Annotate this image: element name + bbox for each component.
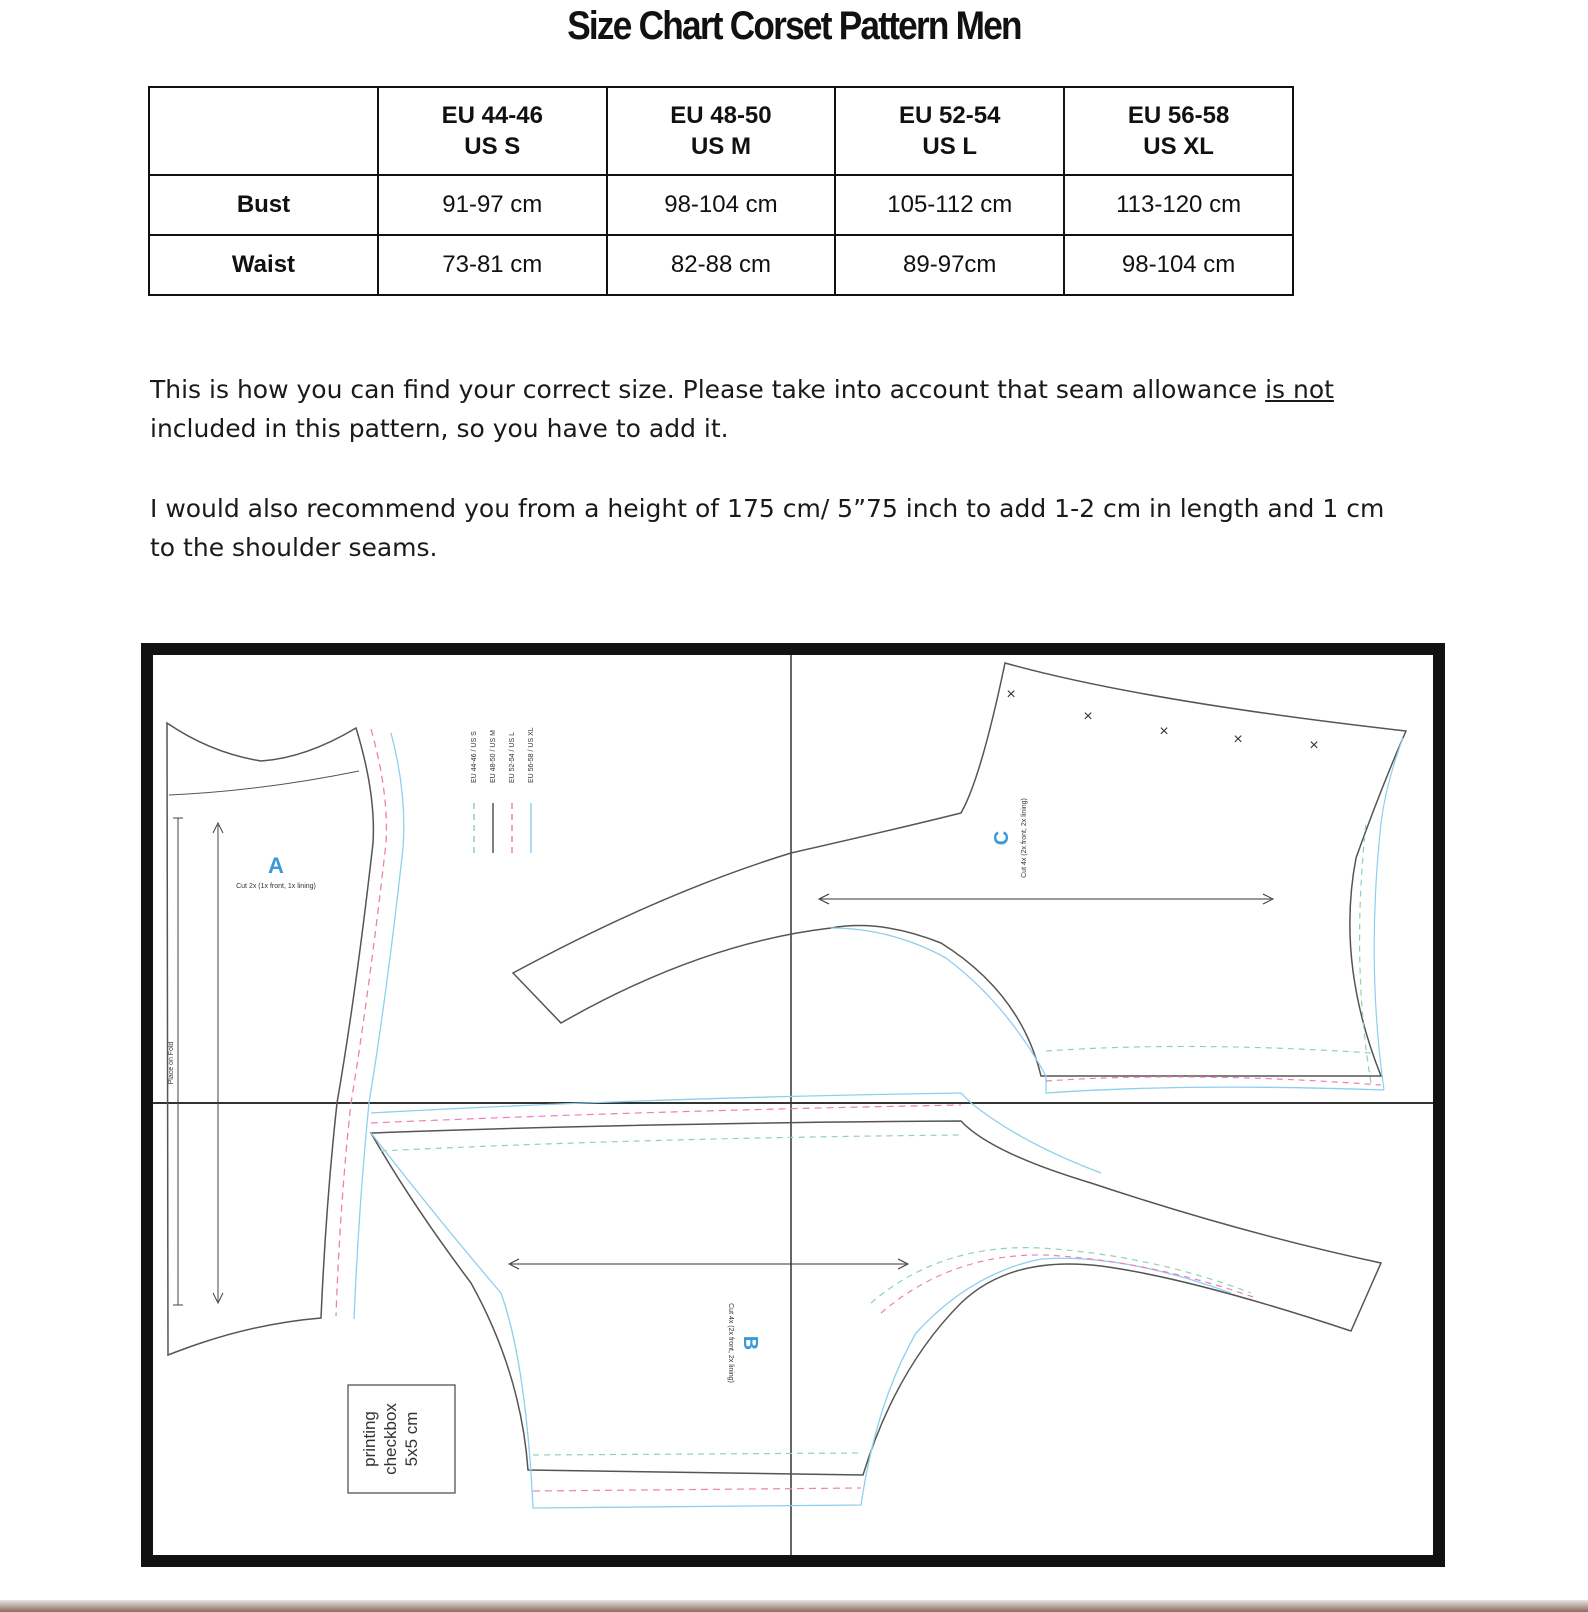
legend-label-s: EU 44-46 / US S bbox=[471, 731, 478, 783]
table-cell: 91-97 cm bbox=[378, 175, 607, 235]
piece-b-letter: B bbox=[739, 1335, 761, 1351]
svg-text:×: × bbox=[1309, 737, 1319, 754]
pattern-sheet bbox=[141, 643, 1445, 1567]
checkbox-label-line3: 5x5 cm bbox=[402, 1411, 421, 1467]
paragraph-text: included in this pattern, so you have to add it. bbox=[150, 414, 729, 443]
bottom-edge bbox=[0, 1600, 1588, 1612]
table-cell: 82-88 cm bbox=[607, 235, 836, 295]
checkbox-label-line1: printing bbox=[360, 1411, 379, 1467]
table-row bbox=[149, 175, 1293, 235]
table-cell: 73-81 cm bbox=[378, 235, 607, 295]
size-instructions-paragraph bbox=[150, 370, 1410, 448]
table-cell: 98-104 cm bbox=[1064, 235, 1293, 295]
underlined-emphasis: is not bbox=[1265, 375, 1334, 404]
table-cell: 113-120 cm bbox=[1064, 175, 1293, 235]
column-header-m: EU 48-50 US M bbox=[607, 87, 836, 175]
table-row bbox=[149, 235, 1293, 295]
size-chart-table bbox=[148, 86, 1294, 296]
column-header-l: EU 52-54 US L bbox=[835, 87, 1064, 175]
svg-text:×: × bbox=[1083, 708, 1093, 725]
svg-text:×: × bbox=[1159, 723, 1169, 740]
column-header-s: EU 44-46 US S bbox=[378, 87, 607, 175]
svg-text:×: × bbox=[1233, 731, 1243, 748]
checkbox-label-line2: checkbox bbox=[381, 1403, 400, 1475]
table-header-row bbox=[149, 87, 1293, 175]
place-on-fold-label: Place on Fold bbox=[168, 1041, 175, 1085]
pattern-frame bbox=[147, 649, 1439, 1561]
table-cell: 89-97cm bbox=[835, 235, 1064, 295]
height-recommendation-paragraph: I would also recommend you from a height of 175 cm/ 5”75 inch to add 1-2 cm in length and 1 cm to the shoulder seams. bbox=[150, 494, 1385, 562]
piece-a-cut-note: Cut 2x (1x front, 1x lining) bbox=[236, 883, 316, 890]
piece-a-letter: A bbox=[268, 853, 284, 878]
row-label-waist: Waist bbox=[149, 235, 378, 295]
legend-label-xl: EU 56-58 / US XL bbox=[528, 727, 535, 783]
legend-label-l: EU 52-54 / US L bbox=[509, 732, 516, 783]
legend-label-m: EU 48-50 / US M bbox=[490, 730, 497, 783]
table-corner-cell bbox=[149, 87, 378, 175]
paragraph-text: This is how you can find your correct size. Please take into account that seam allowance bbox=[150, 375, 1266, 404]
piece-c-cut-note: Cut 4x (2x front, 2x lining) bbox=[1021, 798, 1028, 878]
svg-text:×: × bbox=[1006, 686, 1016, 703]
table-cell: 98-104 cm bbox=[607, 175, 836, 235]
piece-b-cut-note: Cut 4x (2x front, 2x lining) bbox=[727, 1303, 734, 1383]
column-header-xl: EU 56-58 US XL bbox=[1064, 87, 1293, 175]
piece-c-letter: C bbox=[991, 830, 1013, 846]
row-label-bust: Bust bbox=[149, 175, 378, 235]
table-cell: 105-112 cm bbox=[835, 175, 1064, 235]
page-title: Size Chart Corset Pattern Men bbox=[567, 4, 1021, 48]
